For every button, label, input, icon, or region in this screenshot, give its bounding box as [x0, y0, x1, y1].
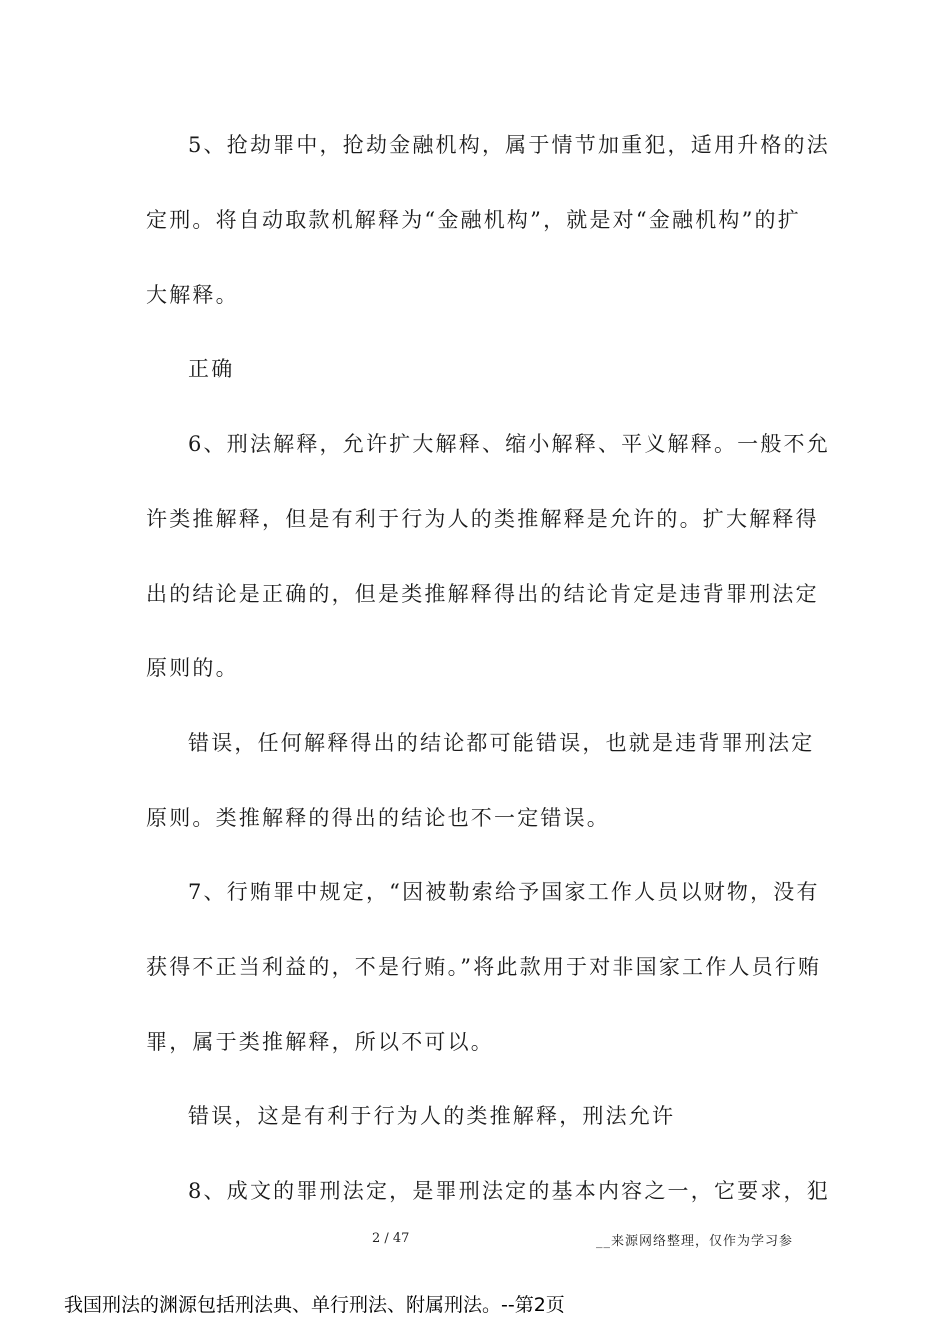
paragraph-6-line-1: 6、刑法解释，允许扩大解释、缩小解释、平义解释。一般不允: [188, 432, 830, 456]
paragraph-7-line-3: 罪，属于类推解释，所以不可以。: [146, 1030, 494, 1054]
answer-6-line-2: 原则。类推解释的得出的结论也不一定错误。: [146, 806, 610, 830]
paragraph-6-line-2: 许类推解释，但是有利于行为人的类推解释是允许的。扩大解释得: [146, 507, 819, 531]
paragraph-5-line-2: 定刑。将自动取款机解释为“金融机构”，就是对“金融机构”的扩: [146, 208, 801, 232]
paragraph-7-line-2: 获得不正当利益的，不是行贿。”将此款用于对非国家工作人员行贿: [146, 955, 822, 979]
paragraph-5-line-1: 5、抢劫罪中，抢劫金融机构，属于情节加重犯，适用升格的法: [188, 133, 830, 157]
answer-7: 错误，这是有利于行为人的类推解释，刑法允许: [188, 1104, 676, 1128]
paragraph-7-line-1: 7、行贿罪中规定，“因被勒索给予国家工作人员以财物，没有: [188, 880, 820, 904]
answer-6-line-1: 错误，任何解释得出的结论都可能错误，也就是违背罪刑法定: [188, 731, 815, 755]
paragraph-8-line-1: 8、成文的罪刑法定，是罪刑法定的基本内容之一，它要求，犯: [188, 1179, 830, 1203]
answer-5: 正确: [188, 357, 235, 381]
paragraph-6-line-3: 出的结论是正确的，但是类推解释得出的结论肯定是违背罪刑法定: [146, 582, 819, 606]
source-note: __来源网络整理，仅作为学习参: [596, 1234, 794, 1249]
page-number: 2 / 47: [372, 1231, 410, 1246]
paragraph-6-line-4: 原则的。: [146, 656, 239, 680]
page-caption: 我国刑法的渊源包括刑法典、单行刑法、附属刑法。--第2页: [64, 1294, 565, 1316]
paragraph-5-line-3: 大解释。: [146, 283, 239, 307]
